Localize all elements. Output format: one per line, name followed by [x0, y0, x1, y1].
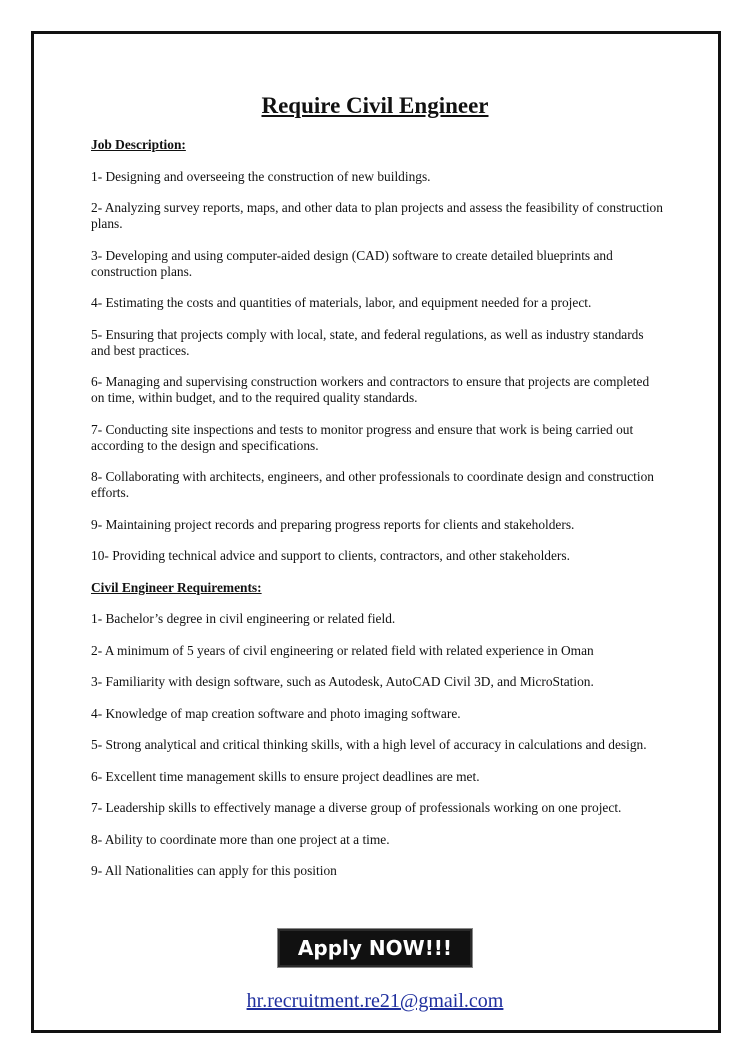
- list-item: 8- Ability to coordinate more than one project at a time.: [91, 831, 390, 847]
- list-item: 10- Providing technical advice and support to clients, contractors, and other stakeholders.: [91, 548, 570, 563]
- list-item: 3- Familiarity with design software, such as Autodesk, AutoCAD Civil 3D, and MicroStation.: [91, 674, 594, 689]
- list-item: 1- Bachelor’s degree in civil engineering or related field.: [91, 611, 396, 626]
- list-item: 1- Designing and overseeing the construction of new buildings.: [91, 168, 431, 184]
- document-body: [91, 137, 663, 879]
- list-item: 4- Estimating the costs and quantities of materials, labor, and equipment needed for a project.: [91, 295, 592, 310]
- job-description-heading: Job Description:: [91, 137, 186, 152]
- list-item: 7- Conducting site inspections and tests to monitor progress and ensure that work is being carried out according to the design and specifications.: [91, 421, 634, 453]
- contact-email-link[interactable]: hr.recruitment.re21@gmail.com: [246, 990, 504, 1012]
- requirements-heading: Civil Engineer Requirements:: [91, 579, 262, 595]
- requirements-list: [91, 611, 663, 879]
- list-item: 4- Knowledge of map creation software and photo imaging software.: [91, 705, 461, 721]
- apply-now-button[interactable]: Apply NOW!!!: [278, 929, 472, 967]
- list-item: 7- Leadership skills to effectively manage a diverse group of professionals working on one project.: [91, 800, 622, 815]
- contact-email-area: [0, 988, 750, 1014]
- list-item: 2- Analyzing survey reports, maps, and other data to plan projects and assess the feasibility of construction plans.: [91, 200, 663, 231]
- list-item: 6- Excellent time management skills to ensure project deadlines are met.: [91, 768, 480, 784]
- list-item: 5- Ensuring that projects comply with local, state, and federal regulations, as well as industry standards and best practices.: [91, 326, 644, 358]
- job-description-list: [91, 169, 663, 565]
- apply-area: [0, 929, 750, 967]
- list-item: 9- All Nationalities can apply for this position: [91, 863, 337, 878]
- list-item: 2- A minimum of 5 years of civil engineering or related field with related experience in Oman: [91, 642, 594, 658]
- list-item: 3- Developing and using computer-aided design (CAD) software to create detailed blueprints and construction plans.: [91, 247, 613, 279]
- list-item: 8- Collaborating with architects, engineers, and other professionals to coordinate design and construction efforts.: [91, 469, 654, 500]
- list-item: 9- Maintaining project records and preparing progress reports for clients and stakeholders.: [91, 516, 575, 532]
- list-item: 6- Managing and supervising construction workers and contractors to ensure that projects are completed on time, within budget, and to the required quality standards.: [91, 374, 650, 405]
- list-item: 5- Strong analytical and critical thinking skills, with a high level of accuracy in calculations and design.: [91, 737, 647, 752]
- page-title: Require Civil Engineer: [261, 93, 489, 118]
